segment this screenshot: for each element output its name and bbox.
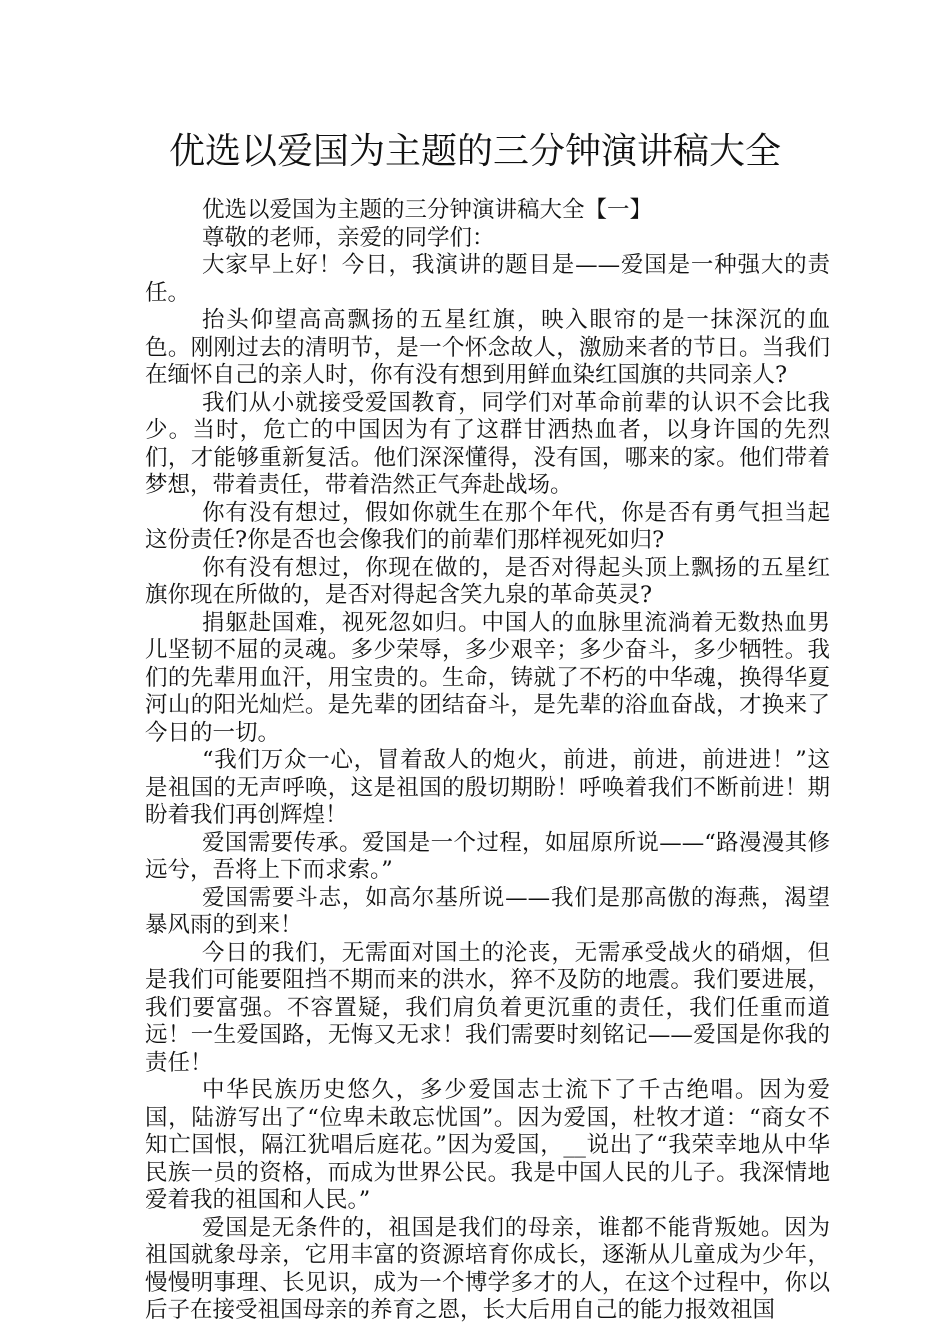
document-body [145,197,830,1325]
paragraph: 抬头仰望高高飘扬的五星红旗，映入眼帘的是一抹深沉的血色。刚刚过去的清明节，是一个怀念故人，激励来者的节日。当我们在缅怀自己的亲人时，你有没有想到用鲜血染红国旗的共同亲人? [145,307,830,388]
paragraph: 捐躯赴国难，视死忽如归。中国人的血脉里流淌着无数热血男儿坚韧不屈的灵魂。多少荣辱，多少艰辛；多少奋斗，多少牺牲。我们的先辈用血汗，用宝贵的。生命，铸就了不朽的中华魂，换得华夏河山的阳光灿烂。是先辈的团结奋斗，是先辈的浴血奋战，才换来了今日的一切。 [145,609,830,746]
paragraph: 爱国需要斗志，如高尔基所说——我们是那高傲的海燕，渴望暴风雨的到来！ [145,884,830,938]
paragraph: 你有没有想过，假如你就生在那个年代，你是否有勇气担当起这份责任?你是否也会像我们的前辈们那样视死如归? [145,499,830,553]
paragraph: 中华民族历史悠久，多少爱国志士流下了千古绝唱。因为爱国，陆游写出了“位卑未敢忘忧国”。因为爱国，杜牧才道：“商女不知亡国恨，隔江犹唱后庭花。”因为爱国，__说出了“我荣幸地从中华民族一员的资格，而成为世界公民。我是中国人民的儿子。我深情地爱着我的祖国和人民。” [145,1077,830,1213]
section-heading: 优选以爱国为主题的三分钟演讲稿大全【一】 [202,197,653,223]
paragraph: 爱国是无条件的，祖国是我们的母亲，谁都不能背叛她。因为祖国就象母亲，它用丰富的资源培育你成长，逐渐从儿童成为少年，慢慢明事理、长见识，成为一个博学多才的人，在这个过程中，你以后子在接受祖国母亲的养育之恩，长大后用自己的能力报效祖国 [145,1214,830,1323]
document-title: 优选以爱国为主题的三分钟演讲稿大全 [168,131,781,172]
paragraph: 大家早上好！今日，我演讲的题目是——爱国是一种强大的责任。 [145,252,830,306]
salutation: 尊敬的老师，亲爱的同学们： [202,224,495,251]
paragraph: 我们从小就接受爱国教育，同学们对革命前辈的认识不会比我少。当时，危亡的中国因为有了这群甘洒热血者，以身许国的先烈们，才能够重新复活。他们深深懂得，没有国，哪来的家。他们带着梦想，带着责任，带着浩然正气奔赴战场。 [145,389,830,498]
paragraph: 今日的我们，无需面对国土的沦丧，无需承受战火的硝烟，但是我们可能要阻挡不期而来的洪水，猝不及防的地震。我们要进展，我们要富强。不容置疑，我们肩负着更沉重的责任，我们任重而道远！一生爱国路，无悔又无求！我们需要时刻铭记——爱国是你我的责任！ [145,939,830,1076]
paragraph: 爱国需要传承。爱国是一个过程，如屈原所说——“路漫漫其修远兮，吾将上下而求索。” [145,829,830,883]
paragraph: 你有没有想过，你现在做的，是否对得起头顶上飘扬的五星红旗你现在所做的，是否对得起含笑九泉的革命英灵? [145,554,830,608]
paragraph: “我们万众一心，冒着敌人的炮火，前进，前进，前进进！”这是祖国的无声呼唤，这是祖国的殷切期盼！呼唤着我们不断前进！期盼着我们再创辉煌！ [145,747,830,828]
